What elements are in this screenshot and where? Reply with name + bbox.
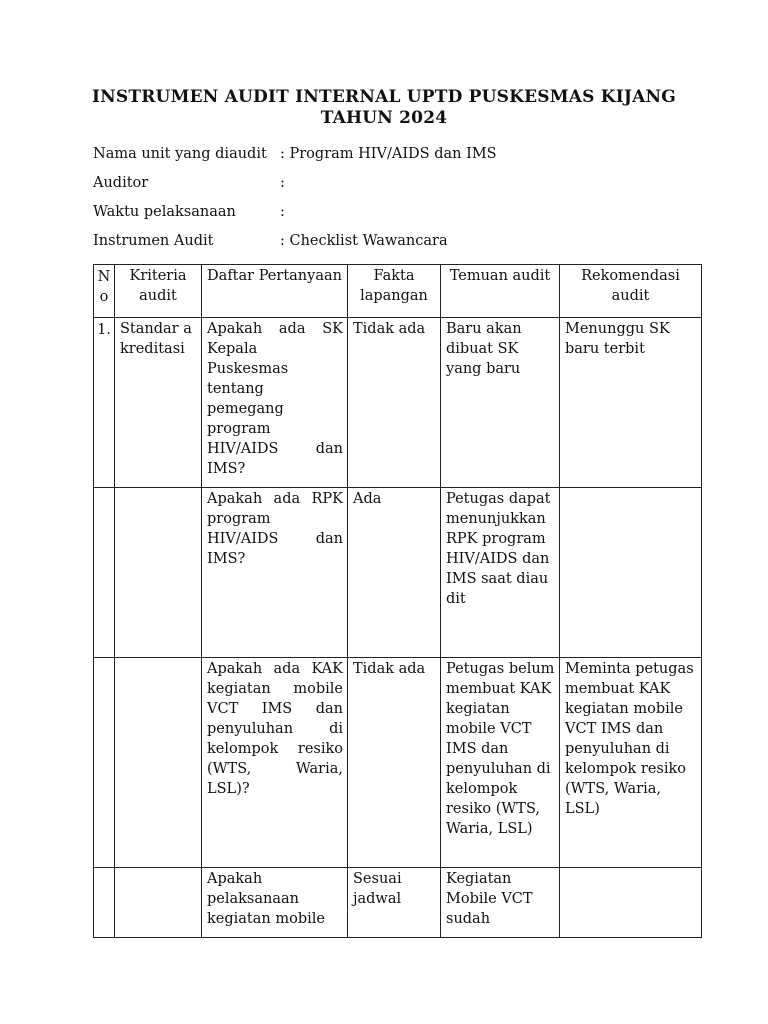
cell-rekomendasi: [560, 488, 702, 658]
meta-waktu: [93, 204, 285, 220]
meta-value: :: [280, 204, 285, 220]
meta-instrumen: [93, 233, 448, 249]
cell-fakta: Ada: [348, 488, 441, 658]
cell-no: [94, 868, 115, 938]
meta-label: Auditor: [93, 175, 149, 191]
cell-rekomendasi: [560, 868, 702, 938]
header-fakta: Fakta lapangan: [348, 265, 441, 318]
meta-value: : Checklist Wawancara: [280, 233, 448, 249]
document-title: INSTRUMEN AUDIT INTERNAL UPTD PUSKESMAS KIJANG: [92, 87, 676, 107]
cell-no: [94, 488, 115, 658]
cell-pertanyaan: Apakah ada KAK kegiatan mobile VCT IMS dan penyuluhan di kelompok resiko (WTS, Waria, LSL)?: [202, 658, 348, 868]
cell-kriteria: [115, 658, 202, 868]
meta-label: Waktu pelaksanaan: [93, 204, 236, 220]
table-row: [94, 318, 702, 488]
table-row: [94, 868, 702, 938]
cell-kriteria: [115, 868, 202, 938]
meta-value: :: [280, 175, 285, 191]
header-rekomendasi: Rekomendasi audit: [560, 265, 702, 318]
audit-table: [93, 264, 702, 938]
cell-no: 1.: [94, 318, 115, 488]
table-row: [94, 488, 702, 658]
header-temuan: Temuan audit: [441, 265, 560, 318]
meta-value: : Program HIV/AIDS dan IMS: [280, 146, 497, 162]
cell-temuan: Baru akan dibuat SK yang baru: [441, 318, 560, 488]
meta-auditor: [93, 175, 285, 191]
header-pertanyaan: Daftar Pertanyaan: [202, 265, 348, 318]
cell-rekomendasi: Meminta petugas membuat KAK kegiatan mobile VCT IMS dan penyuluhan di kelompok resiko (WTS, Waria, LSL): [560, 658, 702, 868]
cell-temuan: Kegiatan Mobile VCT sudah: [441, 868, 560, 938]
meta-unit: [93, 146, 497, 162]
cell-no: [94, 658, 115, 868]
header-kriteria: Kriteria audit: [115, 265, 202, 318]
cell-kriteria: Standar akreditasi: [115, 318, 202, 488]
cell-temuan: Petugas dapat menunjukkan RPK program HIV/AIDS dan IMS saat diaudit: [441, 488, 560, 658]
cell-pertanyaan: Apakah ada RPK program HIV/AIDS dan IMS?: [202, 488, 348, 658]
cell-temuan: Petugas belum membuat KAK kegiatan mobile VCT IMS dan penyuluhan di kelompok resiko (WTS, Waria, LSL): [441, 658, 560, 868]
cell-rekomendasi: Menunggu SK baru terbit: [560, 318, 702, 488]
cell-fakta: Tidak ada: [348, 318, 441, 488]
meta-label: Nama unit yang diaudit: [93, 146, 267, 162]
cell-pertanyaan: Apakah ada SK Kepala Puskesmas tentang pemegang program HIV/AIDS dan IMS?: [202, 318, 348, 488]
table-header-row: [94, 265, 702, 318]
cell-fakta: Tidak ada: [348, 658, 441, 868]
header-no: No: [94, 265, 115, 318]
document-year: TAHUN 2024: [320, 108, 448, 128]
table-row: [94, 658, 702, 868]
cell-kriteria: [115, 488, 202, 658]
meta-label: Instrumen Audit: [93, 233, 214, 249]
cell-fakta: Sesuai jadwal: [348, 868, 441, 938]
cell-pertanyaan: Apakah pelaksanaan kegiatan mobile: [202, 868, 348, 938]
